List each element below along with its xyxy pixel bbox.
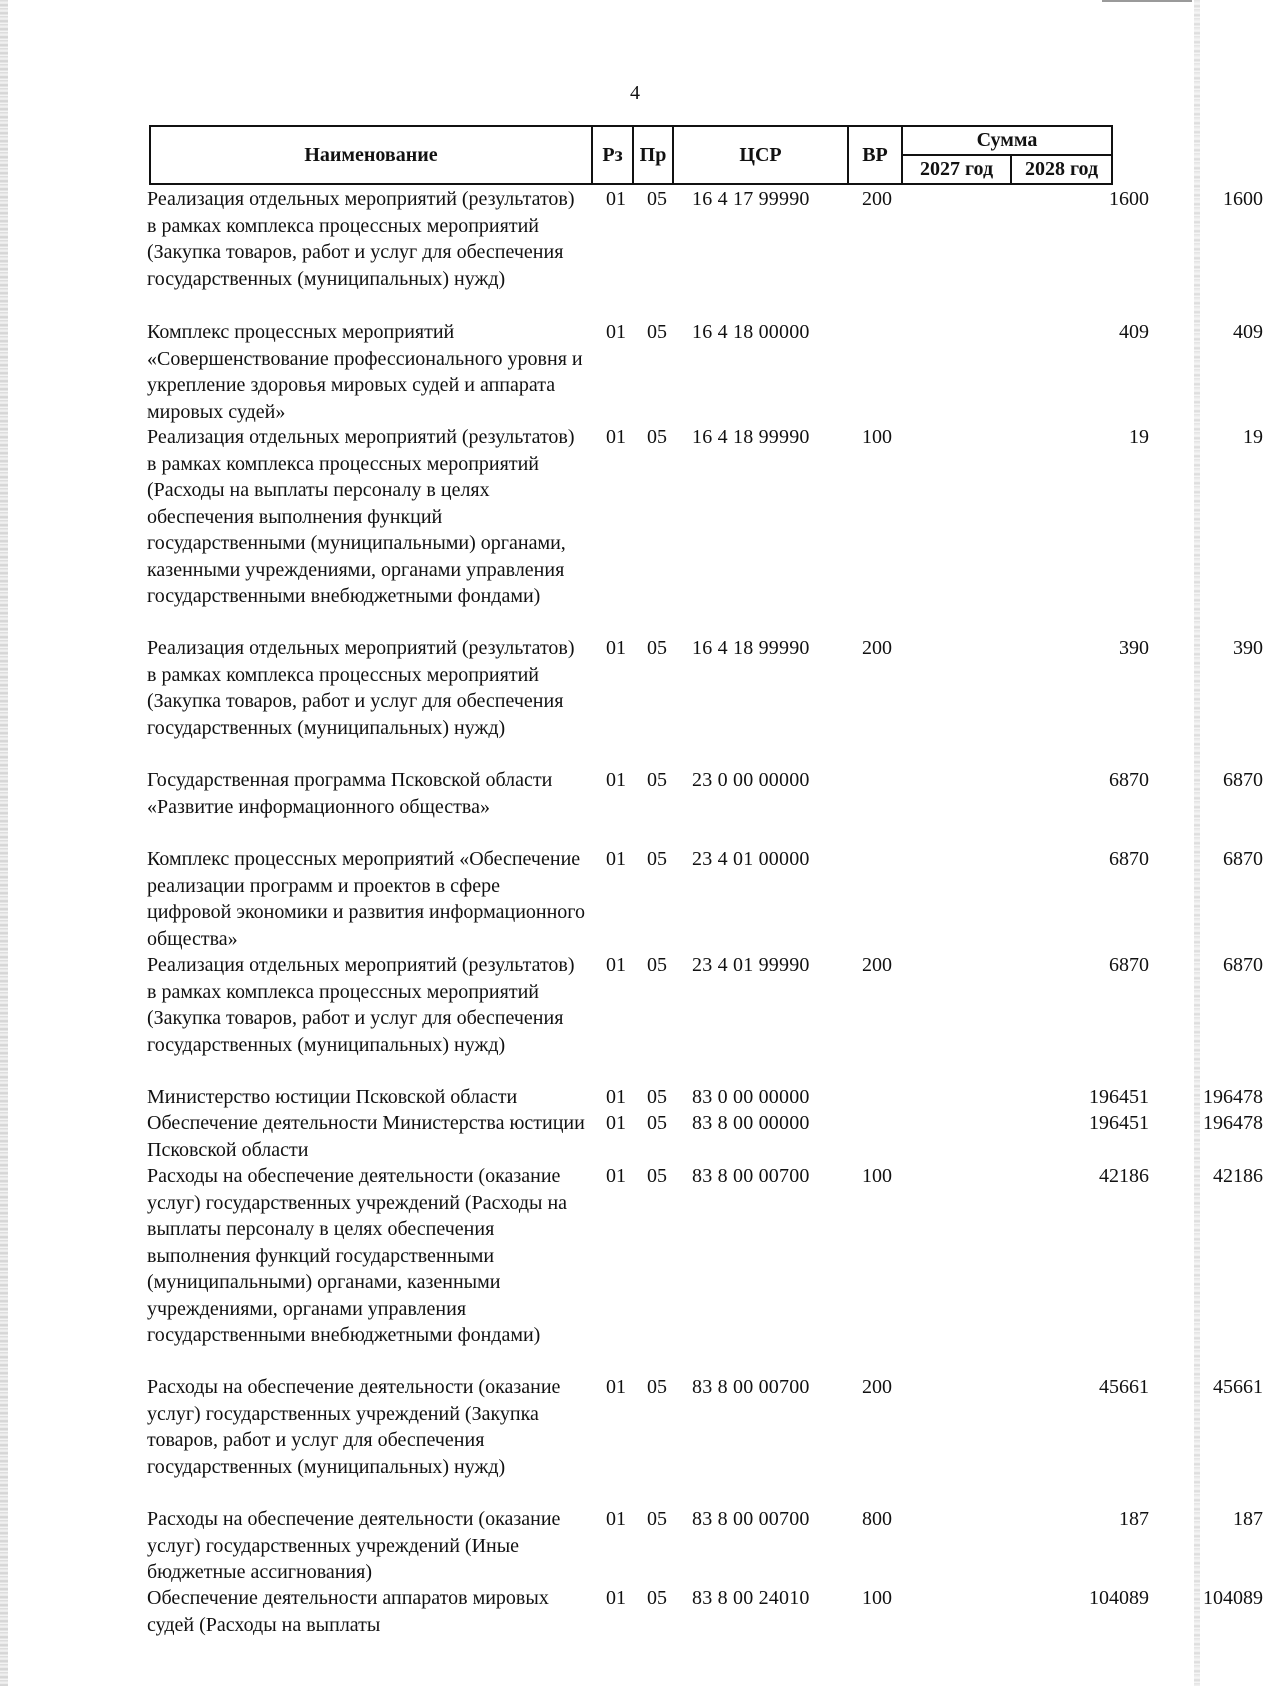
- row-csr: 16 4 18 99990: [692, 426, 810, 448]
- row-sum-2028: 6870: [1223, 954, 1263, 976]
- row-csr: 16 4 18 99990: [692, 637, 810, 659]
- row-pr: 05: [647, 188, 667, 210]
- header-year-2028: 2028 год: [1024, 158, 1099, 180]
- row-sum-2028: 1600: [1223, 188, 1263, 210]
- row-vr: 200: [862, 637, 892, 659]
- row-vr: 200: [862, 954, 892, 976]
- row-sum-2028: 196478: [1203, 1112, 1263, 1134]
- header-sum: Сумма: [976, 129, 1038, 151]
- row-vr: 100: [862, 426, 892, 448]
- header-year-2027: 2027 год: [919, 158, 994, 180]
- row-sum-2027: 6870: [1109, 769, 1149, 791]
- row-sum-2028: 104089: [1203, 1587, 1263, 1609]
- row-rz: 01: [606, 321, 626, 343]
- row-name: Комплекс процессных мероприятий «Обеспечение реализации программ и проектов в сфере цифровой экономики и развития информационного общества»: [147, 848, 586, 950]
- header-csr: ЦСР: [739, 143, 782, 166]
- row-sum-2027: 6870: [1109, 848, 1149, 870]
- row-pr: 05: [647, 1086, 667, 1108]
- row-csr: 83 8 00 00000: [692, 1112, 810, 1134]
- row-rz: 01: [606, 1112, 626, 1134]
- header-name: Наименование: [304, 143, 438, 166]
- row-pr: 05: [647, 1587, 667, 1609]
- row-csr: 23 0 00 00000: [692, 769, 810, 791]
- row-sum-2027: 196451: [1089, 1086, 1149, 1108]
- row-name: Министерство юстиции Псковской области: [147, 1086, 518, 1108]
- row-csr: 83 8 00 00700: [692, 1508, 810, 1530]
- row-sum-2027: 104089: [1089, 1587, 1149, 1609]
- row-sum-2027: 19: [1129, 426, 1149, 448]
- row-rz: 01: [606, 848, 626, 870]
- scan-edge-right: [1194, 0, 1200, 1686]
- header-pr: Пр: [639, 143, 667, 166]
- row-sum-2028: 187: [1233, 1508, 1263, 1530]
- row-csr: 23 4 01 99990: [692, 954, 810, 976]
- row-pr: 05: [647, 954, 667, 976]
- header-vr: ВР: [862, 143, 888, 166]
- row-rz: 01: [606, 1587, 626, 1609]
- header-rz: Рз: [602, 143, 623, 166]
- row-pr: 05: [647, 1376, 667, 1398]
- row-name: Государственная программа Псковской области «Развитие информационного общества»: [147, 769, 553, 818]
- row-name: Расходы на обеспечение деятельности (оказание услуг) государственных учреждений (Расходы на выплаты персоналу в целях обеспечения выполнения функций государственными (муниципальными) органами, казенными учреждениями, органами управления государственными внебюджетными фондами): [147, 1165, 568, 1346]
- row-pr: 05: [647, 321, 667, 343]
- row-pr: 05: [647, 769, 667, 791]
- row-csr: 23 4 01 00000: [692, 848, 810, 870]
- row-name: Расходы на обеспечение деятельности (оказание услуг) государственных учреждений (Закупка товаров, работ и услуг для обеспечения государственных (муниципальных) нужд): [147, 1376, 561, 1478]
- row-csr: 16 4 17 99990: [692, 188, 810, 210]
- row-sum-2028: 19: [1243, 426, 1263, 448]
- row-sum-2027: 6870: [1109, 954, 1149, 976]
- row-sum-2028: 42186: [1213, 1165, 1263, 1187]
- scan-edge-left: [0, 0, 8, 1686]
- row-rz: 01: [606, 1508, 626, 1530]
- row-vr: 100: [862, 1165, 892, 1187]
- row-name: Реализация отдельных мероприятий (результатов) в рамках комплекса процессных мероприятий (Расходы на выплаты персоналу в целях обеспечения выполнения функций государственными (муниципальными) органами, казенными учреждениями, органами управления государственными внебюджетными фондами): [147, 426, 575, 607]
- row-name: Реализация отдельных мероприятий (результатов) в рамках комплекса процессных мероприятий (Закупка товаров, работ и услуг для обеспечения государственных (муниципальных) нужд): [147, 954, 575, 1056]
- row-rz: 01: [606, 1165, 626, 1187]
- row-pr: 05: [647, 637, 667, 659]
- row-rz: 01: [606, 637, 626, 659]
- scan-edge-mark: [1102, 0, 1192, 2]
- row-rz: 01: [606, 1086, 626, 1108]
- row-vr: 100: [862, 1587, 892, 1609]
- row-sum-2027: 187: [1119, 1508, 1149, 1530]
- row-sum-2027: 390: [1119, 637, 1149, 659]
- row-pr: 05: [647, 848, 667, 870]
- row-rz: 01: [606, 426, 626, 448]
- row-pr: 05: [647, 426, 667, 448]
- row-vr: 200: [862, 1376, 892, 1398]
- row-sum-2028: 45661: [1213, 1376, 1263, 1398]
- row-vr: 200: [862, 188, 892, 210]
- row-rz: 01: [606, 769, 626, 791]
- page-number: 4: [630, 82, 640, 104]
- row-pr: 05: [647, 1112, 667, 1134]
- row-sum-2028: 6870: [1223, 769, 1263, 791]
- row-name: Обеспечение деятельности Министерства юстиции Псковской области: [147, 1112, 585, 1161]
- row-rz: 01: [606, 188, 626, 210]
- row-name: Расходы на обеспечение деятельности (оказание услуг) государственных учреждений (Иные бюджетные ассигнования): [147, 1508, 561, 1583]
- row-pr: 05: [647, 1508, 667, 1530]
- row-sum-2028: 409: [1233, 321, 1263, 343]
- row-csr: 16 4 18 00000: [692, 321, 810, 343]
- row-pr: 05: [647, 1165, 667, 1187]
- row-vr: 800: [862, 1508, 892, 1530]
- row-csr: 83 0 00 00000: [692, 1086, 810, 1108]
- row-sum-2027: 42186: [1099, 1165, 1149, 1187]
- table-header: [149, 125, 1113, 185]
- row-sum-2027: 1600: [1109, 188, 1149, 210]
- row-name: Комплекс процессных мероприятий «Совершенствование профессионального уровня и укрепление здоровья мировых судей и аппарата мировых судей»: [147, 321, 583, 423]
- row-csr: 83 8 00 00700: [692, 1376, 810, 1398]
- row-name: Реализация отдельных мероприятий (результатов) в рамках комплекса процессных мероприятий (Закупка товаров, работ и услуг для обеспечения государственных (муниципальных) нужд): [147, 637, 575, 739]
- row-sum-2027: 409: [1119, 321, 1149, 343]
- row-sum-2027: 196451: [1089, 1112, 1149, 1134]
- row-csr: 83 8 00 00700: [692, 1165, 810, 1187]
- row-csr: 83 8 00 24010: [692, 1587, 810, 1609]
- row-name: Обеспечение деятельности аппаратов мировых судей (Расходы на выплаты: [147, 1587, 549, 1636]
- row-sum-2028: 6870: [1223, 848, 1263, 870]
- row-sum-2028: 390: [1233, 637, 1263, 659]
- row-sum-2028: 196478: [1203, 1086, 1263, 1108]
- row-name: Реализация отдельных мероприятий (результатов) в рамках комплекса процессных мероприятий (Закупка товаров, работ и услуг для обеспечения государственных (муниципальных) нужд): [147, 188, 575, 290]
- row-sum-2027: 45661: [1099, 1376, 1149, 1398]
- row-rz: 01: [606, 1376, 626, 1398]
- row-rz: 01: [606, 954, 626, 976]
